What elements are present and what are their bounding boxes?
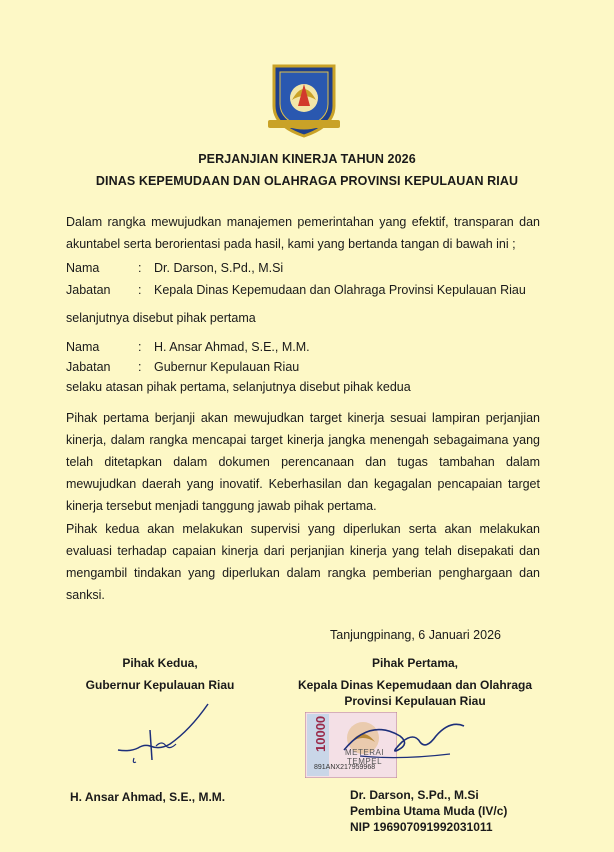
party1-position: Kepala Dinas Kepemudaan dan Olahraga Provinsi Kepulauan Riau xyxy=(154,283,526,297)
party2-designation: selaku atasan pihak pertama, selanjutnya disebut pihak kedua xyxy=(66,380,411,394)
party2-position-row xyxy=(66,360,299,374)
party2-name-row xyxy=(66,340,310,354)
left-signatory-position: Gubernur Kepulauan Riau xyxy=(85,678,235,692)
right-signature-icon xyxy=(340,710,470,770)
separator: : xyxy=(138,340,142,354)
position-label: Jabatan xyxy=(66,283,111,297)
left-signatory-name: H. Ansar Ahmad, S.E., M.M. xyxy=(70,790,226,804)
separator: : xyxy=(138,360,142,374)
position-label: Jabatan xyxy=(66,360,111,374)
name-label: Nama xyxy=(66,261,100,275)
stamp-serial: 891ANX217959968 xyxy=(314,764,376,771)
separator: : xyxy=(138,261,142,275)
party2-name: H. Ansar Ahmad, S.E., M.M. xyxy=(154,340,310,354)
party1-name-row xyxy=(66,261,283,275)
left-signatory-role: Pihak Kedua, xyxy=(122,656,198,670)
right-signatory-nip: NIP 196907091992031011 xyxy=(350,820,493,834)
intro-paragraph: Dalam rangka mewujudkan manajemen pemerintahan yang efektif, transparan dan akuntabel serta berorientasi pada hasil, kami yang bertanda tangan di bawah ini ; xyxy=(66,215,540,251)
provincial-crest-icon xyxy=(268,60,340,140)
party1-name: Dr. Darson, S.Pd., M.Si xyxy=(154,261,284,275)
stamp-value: 10000 xyxy=(313,715,328,752)
name-label: Nama xyxy=(66,340,100,354)
date-place: Tanjungpinang, 6 Januari 2026 xyxy=(330,628,501,642)
second-party-paragraph: Pihak kedua akan melakukan supervisi yang diperlukan serta akan melakukan evaluasi terhadap capaian kinerja dari perjanjian kinerja yang telah disepakati dan mengambil tindakan yang diperlukan dalam rangka pemberian penghargaan dan sanksi. xyxy=(66,522,540,602)
right-signatory-role: Pihak Pertama, xyxy=(371,656,459,670)
right-signatory-position-1: Kepala Dinas Kepemudaan dan Olahraga xyxy=(297,678,533,692)
left-signature-icon xyxy=(110,700,220,770)
right-signatory-position-2: Provinsi Kepulauan Riau xyxy=(344,694,486,708)
party1-position-row xyxy=(66,283,526,297)
right-signatory-rank: Pembina Utama Muda (IV/c) xyxy=(350,804,508,818)
party2-position: Gubernur Kepulauan Riau xyxy=(154,360,300,374)
stamp-label-line2: TEMPEL xyxy=(347,757,383,766)
document-title: PERJANJIAN KINERJA TAHUN 2026 xyxy=(198,152,416,166)
first-party-paragraph: Pihak pertama berjanji akan mewujudkan target kinerja sesuai lampiran perjanjian kinerja, dalam rangka mencapai target kinerja jangka menengah sebagaimana yang telah ditetapkan dalam dokumen perencanaan dan tugas tambahan dalam mewujudkan daerah yang inovatif. Keberhasilan dan kegagalan pencapaian target kinerja tersebut menjadi tanggung jawab pihak pertama. xyxy=(66,411,540,513)
party1-designation: selanjutnya disebut pihak pertama xyxy=(66,311,256,325)
document-subtitle: DINAS KEPEMUDAAN DAN OLAHRAGA PROVINSI KEPULAUAN RIAU xyxy=(95,174,519,188)
stamp-label-line1: METERAI xyxy=(345,748,385,757)
separator: : xyxy=(138,283,142,297)
right-signatory-name: Dr. Darson, S.Pd., M.Si xyxy=(350,788,479,802)
